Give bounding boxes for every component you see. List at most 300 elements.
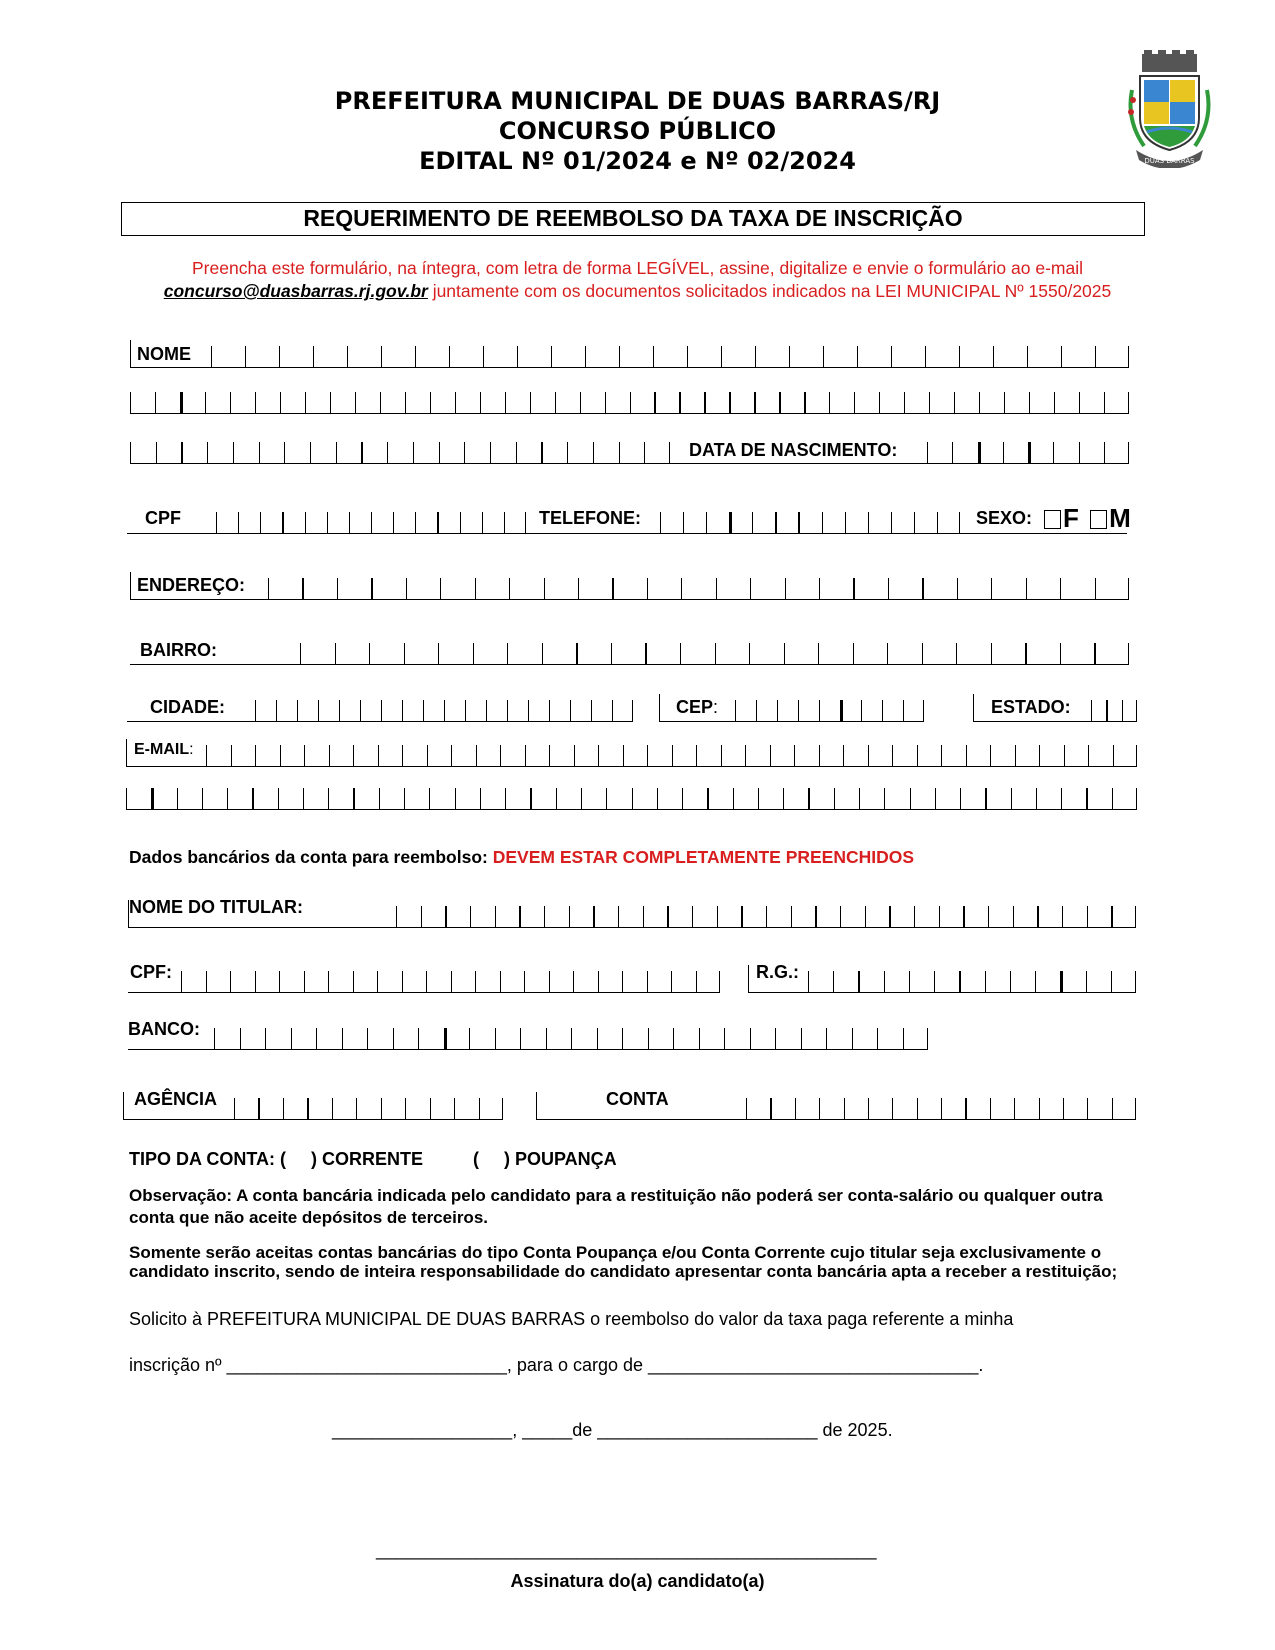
cell-divider [991,578,992,600]
cell-divider [207,442,208,464]
cell-divider [1135,1098,1136,1120]
cell-divider [611,643,612,665]
cell-divider [1025,643,1026,665]
cell-divider [956,643,957,665]
cell-divider [1062,906,1063,928]
signature-line[interactable]: __________________________________________________ [376,1540,877,1560]
cell-divider [318,700,319,722]
cell-divider [719,971,720,993]
cell-divider [1063,1098,1064,1120]
cell-divider [284,442,285,464]
data-nascimento-cells[interactable] [927,440,1129,464]
cell-divider [549,971,550,993]
cell-divider [766,906,767,928]
cell-divider [505,392,506,414]
cell-divider [966,745,967,767]
cell-divider [645,643,646,665]
cell-divider [1087,906,1088,928]
cell-divider [517,346,518,368]
cell-divider [1136,788,1137,810]
banco-label: BANCO: [128,1019,200,1039]
cell-divider [654,392,655,414]
cell-divider [402,745,403,767]
cell-divider [750,578,751,600]
cell-divider [1013,906,1014,928]
cell-divider [1136,745,1137,767]
cell-divider [177,788,178,810]
cell-divider [206,971,207,993]
cell-divider [884,788,885,810]
cell-divider [504,512,505,534]
cell-divider [255,745,256,767]
cell-divider [798,700,799,722]
cell-divider [1111,906,1112,928]
cell-divider [379,788,380,810]
cell-divider [884,971,885,993]
cell-divider [909,971,910,993]
cell-divider [233,442,234,464]
cell-divider [297,700,298,722]
cell-divider [1060,643,1061,665]
cell-divider [1079,392,1080,414]
cell-divider [475,578,476,600]
cell-divider [304,745,305,767]
sexo-f-checkbox[interactable] [1044,510,1061,529]
sexo-options [1044,503,1131,534]
cell-divider [369,643,370,665]
cell-divider [1054,392,1055,414]
endereco-cells[interactable] [268,576,1129,600]
cell-divider [381,700,382,722]
cell-divider [418,1028,419,1050]
cell-divider [578,578,579,600]
cell-divider [438,643,439,665]
conta-cells[interactable] [746,1096,1136,1120]
banco-cells[interactable] [214,1026,928,1050]
cell-divider [206,745,207,767]
bairro-cells[interactable] [300,641,1129,665]
bairro-label: BAIRRO: [140,640,217,660]
cell-divider [729,392,730,414]
cell-divider [754,392,755,414]
cell-divider [238,512,239,534]
cell-divider [423,700,424,722]
cell-divider [914,512,915,534]
cell-divider [954,392,955,414]
cell-divider [1061,346,1062,368]
cell-divider [430,1098,431,1120]
cell-divider [657,788,658,810]
nome-label: NOME [137,344,191,364]
cell-divider [1010,971,1011,993]
cell-divider [279,971,280,993]
cell-divider [265,1028,266,1050]
nome-cont-cells[interactable] [130,390,1129,414]
cell-divider [216,512,217,534]
cell-divider [672,745,673,767]
cell-divider [396,906,397,928]
cell-divider [470,906,471,928]
cell-divider [1128,392,1129,414]
cell-divider [630,392,631,414]
cell-divider [1112,788,1113,810]
cell-divider [784,643,785,665]
cell-divider [1011,788,1012,810]
cell-divider [214,1028,215,1050]
cell-divider [291,1028,292,1050]
cell-divider [939,906,940,928]
cell-divider [234,1098,235,1120]
cell-divider [381,1098,382,1120]
cell-divider [593,906,594,928]
cell-divider [335,643,336,665]
cell-divider [819,578,820,600]
cell-divider [929,392,930,414]
cell-divider [865,906,866,928]
cell-divider [455,392,456,414]
cell-divider [502,1098,503,1120]
cell-divider [750,1028,751,1050]
cell-divider [1029,392,1030,414]
rg-cells[interactable] [808,969,1136,993]
cell-divider [746,1098,747,1120]
cell-divider [859,788,860,810]
cell-divider [495,1028,496,1050]
cidade-label: CIDADE: [150,697,225,717]
cell-divider [647,971,648,993]
cell-divider [156,442,157,464]
cell-divider [337,578,338,600]
cell-divider [519,906,520,928]
cell-divider [770,1098,771,1120]
cell-divider [507,643,508,665]
cell-divider [445,906,446,928]
cell-divider [716,578,717,600]
cell-divider [721,745,722,767]
cell-divider [1086,788,1087,810]
cell-divider [283,1098,284,1120]
email-label [134,741,194,759]
cell-divider [1136,700,1137,722]
cell-divider [597,1028,598,1050]
header-line-3: EDITAL Nº 01/2024 e Nº 02/2024 [419,147,856,175]
cell-divider [877,1028,878,1050]
cell-divider [305,392,306,414]
cell-divider [402,971,403,993]
cell-divider [1095,578,1096,600]
cell-divider [618,906,619,928]
cell-divider [721,346,722,368]
cell-divider [680,643,681,665]
cell-divider [1135,906,1136,928]
estado-cells[interactable] [1091,698,1137,722]
cell-divider [303,788,304,810]
cell-divider [507,700,508,722]
cell-divider [528,700,529,722]
cell-divider [699,1028,700,1050]
signature-label: Assinatura do(a) candidato(a) [510,1571,765,1591]
cell-divider [783,788,784,810]
cell-divider [879,392,880,414]
cell-divider [959,512,960,534]
cell-divider [1113,745,1114,767]
cell-divider [480,392,481,414]
cell-divider [353,788,354,810]
cell-divider [1128,346,1129,368]
cell-divider [822,512,823,534]
cell-divider [465,700,466,722]
inscricao-line[interactable]: inscrição nº ____________________________, para o cargo de _________________________________. [129,1355,984,1375]
bank-cpf-cells[interactable] [181,969,720,993]
cell-divider [959,346,960,368]
cell-divider [775,512,776,534]
cell-divider [259,442,260,464]
cell-divider [329,745,330,767]
cell-divider [808,971,809,993]
cell-divider [957,578,958,600]
cell-divider [868,1098,869,1120]
cell-divider [342,1028,343,1050]
email-cont-cells[interactable] [126,786,1137,810]
cell-divider [524,971,525,993]
cell-divider [840,906,841,928]
cell-divider [1128,578,1129,600]
cell-divider [647,745,648,767]
cell-divider [574,745,575,767]
sexo-label: SEXO: [976,508,1033,528]
cell-divider [405,1098,406,1120]
cell-divider [667,906,668,928]
cell-divider [1039,1098,1040,1120]
cell-divider [240,1028,241,1050]
cell-divider [475,971,476,993]
cell-divider [516,442,517,464]
cell-divider [914,906,915,928]
cell-divider [279,346,280,368]
cell-divider [741,906,742,928]
cell-divider [756,700,757,722]
cell-divider [922,643,923,665]
cell-divider [304,971,305,993]
cell-divider [857,346,858,368]
titular-label: NOME DO TITULAR: [129,897,303,917]
cell-divider [576,643,577,665]
cell-divider [231,745,232,767]
cell-divider [406,578,407,600]
cell-divider [330,392,331,414]
cell-divider [891,346,892,368]
cell-divider [280,392,281,414]
cell-divider [819,745,820,767]
cell-divider [211,346,212,368]
cell-divider [378,745,379,767]
header-line-2: CONCURSO PÚBLICO [498,117,777,145]
cell-divider [404,643,405,665]
cell-divider [278,788,279,810]
cell-divider [429,788,430,810]
nome-cont-cells-2[interactable] [130,440,670,464]
cell-divider [1026,578,1027,600]
estado-label: ESTADO: [991,697,1071,717]
cep-label [676,697,718,718]
cell-divider [126,788,127,810]
cell-divider [904,392,905,414]
cell-divider [1028,442,1031,464]
bank-cpf-label: CPF: [130,962,172,982]
email-cells[interactable] [206,743,1137,767]
cell-divider [180,392,183,414]
cell-divider [255,392,256,414]
cell-divider [371,512,372,534]
instructions-line-2 [0,279,1275,303]
cell-divider [460,512,461,534]
cell-divider [829,392,830,414]
cell-divider [444,1028,447,1050]
cell-divider [819,1098,820,1120]
cell-divider [305,512,306,534]
sexo-m-checkbox[interactable] [1090,510,1107,529]
cell-divider [1060,971,1063,993]
cell-divider [181,971,182,993]
cell-divider [612,578,613,600]
bank-heading [129,847,914,868]
cell-divider [1027,346,1028,368]
cell-divider [612,700,613,722]
cell-divider [1111,971,1112,993]
cell-divider [922,578,923,600]
cell-divider [205,392,206,414]
agencia-cells[interactable] [234,1096,503,1120]
cell-divider [823,346,824,368]
cell-divider [556,788,557,810]
cell-divider [735,700,736,722]
cell-divider [779,392,780,414]
cell-divider [808,788,809,810]
cell-divider [393,512,394,534]
cell-divider [347,346,348,368]
cell-divider [327,512,328,534]
cell-divider [749,643,750,665]
cell-divider [853,643,854,665]
cidade-cells[interactable] [255,698,633,722]
cpf-cells[interactable] [216,510,526,534]
cell-divider [479,1098,480,1120]
form-title: REQUERIMENTO DE REEMBOLSO DA TAXA DE INSCRIÇÃO [121,202,1145,236]
cell-divider [868,745,869,767]
cell-divider [1003,442,1004,464]
cell-divider [917,745,918,767]
cell-divider [377,971,378,993]
cell-divider [648,1028,649,1050]
cell-divider [310,442,311,464]
cell-divider [840,700,843,722]
header-line-1: PREFEITURA MUNICIPAL DE DUAS BARRAS/RJ [334,87,941,115]
cell-divider [1053,442,1054,464]
cell-divider [979,392,980,414]
cell-divider [230,971,231,993]
cell-divider [619,442,620,464]
cell-divider [752,512,753,534]
cell-divider [371,578,372,600]
cell-divider [696,745,697,767]
cell-divider [770,745,771,767]
cell-divider [985,971,986,993]
cell-divider [258,1098,259,1120]
cpf-label: CPF [145,508,181,528]
cell-divider [794,745,795,767]
cell-divider [854,392,855,414]
cell-divider [549,700,550,722]
telefone-cells[interactable] [660,510,960,534]
cell-divider [852,1028,853,1050]
cell-divider [937,512,938,534]
cell-divider [585,346,586,368]
cell-divider [1035,971,1036,993]
cell-divider [990,1098,991,1120]
cell-divider [834,788,835,810]
cell-divider [990,745,991,767]
cell-divider [1106,700,1107,722]
cell-divider [546,1028,547,1050]
cell-divider [276,700,277,722]
cell-divider [622,971,623,993]
cell-divider [245,346,246,368]
cell-divider [495,906,496,928]
telefone-label: TELEFONE: [539,508,641,528]
cell-divider [570,700,571,722]
cell-divider [755,346,756,368]
cell-divider [427,745,428,767]
cell-divider [1004,392,1005,414]
cell-divider [473,643,474,665]
cell-divider [567,442,568,464]
cell-divider [798,512,799,534]
cell-divider [455,788,456,810]
cell-divider [509,578,510,600]
cell-divider [591,700,592,722]
cell-divider [300,643,301,665]
nome-cells[interactable] [211,344,1129,368]
cell-divider [623,745,624,767]
cell-divider [430,392,431,414]
cell-divider [490,442,491,464]
cell-divider [1087,1098,1088,1120]
cell-divider [402,700,403,722]
cell-divider [965,1098,966,1120]
cell-divider [660,512,661,534]
cell-divider [963,906,964,928]
cell-divider [818,643,819,665]
cell-divider [437,512,438,534]
cell-divider [444,700,445,722]
cell-divider [313,346,314,368]
bank-heading-text: Dados bancários da conta para reembolso: [129,847,493,867]
date-line[interactable]: __________________, _____de ______________________ de 2025. [332,1420,893,1440]
cep-cells[interactable] [735,698,924,722]
cell-divider [426,971,427,993]
cell-divider [530,392,531,414]
contact-email-link[interactable]: concurso@duasbarras.rj.gov.br [163,281,428,301]
bank-heading-warning: DEVEM ESTAR COMPLETAMENTE PREENCHIDOS [492,847,915,867]
titular-cells[interactable] [396,904,1136,928]
cell-divider [978,442,981,464]
cell-divider [451,971,452,993]
cell-divider [853,578,854,600]
cell-divider [282,512,283,534]
cell-divider [892,745,893,767]
cell-divider [421,906,422,928]
cell-divider [464,442,465,464]
